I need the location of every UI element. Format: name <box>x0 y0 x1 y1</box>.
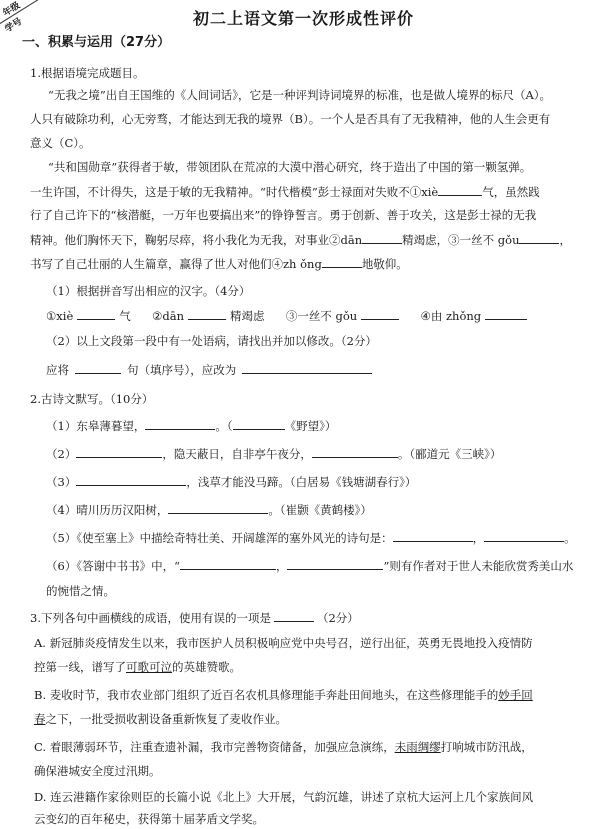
q3-option-a-line2 <box>34 660 241 674</box>
q2-l4-text: （4）晴川历历汉阳树， <box>46 503 169 517</box>
q2-l4-tail: 。（崔颢《黄鹤楼》） <box>268 503 372 517</box>
fill1-tail: 气 <box>119 309 131 323</box>
q2-l1-mid: 。（ <box>215 419 233 433</box>
q2-l5-blank1[interactable] <box>393 530 473 542</box>
q1-para2-line1: “共和国勋章”获得者于敏，带领团队在荒凉的大漠中潜心研究，终于造出了中国的第一颗氢弹。 <box>48 160 532 174</box>
q2-heading: 2.古诗文默写。（10分） <box>30 392 154 406</box>
q2-l5-tail: 。 <box>564 531 576 545</box>
q2-l6-tail: ”则有作者对于世人未能欣赏秀美山水 <box>383 559 574 573</box>
q2-line6-cont: 的惋惜之情。 <box>46 584 115 598</box>
q1-para2-line4-tail: ， <box>559 233 571 247</box>
q3-c-idiom: 未雨绸缪 <box>394 740 441 754</box>
q3-a2-tail: 的英雄赞歌。 <box>172 660 241 674</box>
q2-l2-blank1[interactable] <box>76 446 162 458</box>
fill2-label: ②dān <box>152 309 185 323</box>
answer-blank-fix[interactable] <box>242 362 372 374</box>
q2-l2-text: （2） <box>46 447 77 461</box>
q3-option-d-line2: 云变幻的百年秘史，获得第十届茅盾文学奖。 <box>34 812 264 826</box>
q3-b2-tail: 之下，一批受损收割设备重新恢复了麦收作业。 <box>45 712 287 726</box>
q3-b-idiom-part2: 春 <box>34 712 46 726</box>
q3-option-b-line1 <box>34 688 533 702</box>
q3-heading-score: （2分） <box>316 611 359 625</box>
q3-b1-text: B. 麦收时节，我市农业部门组织了近百名农机具修理能手奔赴田间地头，在这些修理能手的 <box>34 688 499 702</box>
q3-option-a-line1: A. 新冠肺炎疫情发生以来，我市医护人员积极响应党中央号召，逆行出征，英勇无畏地投入疫情防 <box>34 636 533 650</box>
q2-l6-text: （6）《答谢中书书》中，“ <box>46 559 180 573</box>
corner-label-id: 学号 <box>3 16 25 35</box>
q2-l1-tail: 《野望》） <box>284 419 337 433</box>
q2-l2-tail: 。（郦道元《三峡》） <box>397 447 502 461</box>
q3-option-b-line2 <box>34 712 287 726</box>
q3-heading <box>30 610 359 625</box>
q2-l5-blank2[interactable] <box>484 530 564 542</box>
page-title: 初二上语文第一次形成性评价 <box>192 9 414 28</box>
q2-l2-blank2[interactable] <box>312 446 398 458</box>
q1-para2-line3: 行了自己许下的“核潜艇，一万年也要搞出来”的铮铮誓言。勇于创新、善于攻关，这是彭士禄的无我 <box>30 208 537 222</box>
q3-option-d-line1: D. 连云港籍作家徐则臣的长篇小说《北上》大开展，气韵沉雄，讲述了京杭大运河上几个家族间风 <box>34 790 534 804</box>
q2-l1-blank[interactable] <box>145 418 215 430</box>
q3-option-c-line2: 确保港城安全度过汛期。 <box>34 764 161 778</box>
q2-l6-blank2[interactable] <box>287 558 383 570</box>
q1-sub1: （1）根据拼音写出相应的汉字。（4分） <box>46 284 251 298</box>
q3-a-idiom: 可歌可泣 <box>126 660 172 674</box>
blank-dan[interactable] <box>362 232 402 244</box>
fill1-blank[interactable] <box>77 308 115 320</box>
q2-line2 <box>46 446 501 461</box>
blank-gou[interactable] <box>519 232 559 244</box>
q1-para2-line5-tail: 地敬仰。 <box>361 257 408 271</box>
fill4-blank[interactable] <box>485 308 527 320</box>
q1-para2-line4-text: 精神。他们胸怀天下，鞠躬尽瘁，将小我化为无我，对事业②dān <box>30 233 363 247</box>
q1-para2-line2-text: 一生许国，不计得失，这是于敏的无我精神。“时代楷模”彭士禄面对失败不①xiè <box>30 185 439 199</box>
q2-l4-blank[interactable] <box>168 502 268 514</box>
q2-line4 <box>46 502 372 517</box>
q2-l5-mid: ， <box>472 531 485 545</box>
q3-answer-blank[interactable] <box>274 610 314 622</box>
q1-para2-line5 <box>30 256 408 271</box>
q1-para1-line1: “无我之境”出自王国维的《人间词话》，它是一种评判诗词境界的标准，也是做人境界的标尺（A）。 <box>48 88 552 102</box>
fill2-tail: 精竭虑 <box>230 309 265 323</box>
q2-l3-blank[interactable] <box>76 474 186 486</box>
q3-a2-text: 控第一线，谱写了 <box>34 660 126 674</box>
q1-para2-line2 <box>30 184 540 199</box>
q1-answer-row <box>46 362 372 377</box>
q3-option-c-line1 <box>34 740 533 754</box>
q2-l3-text: （3） <box>46 475 77 489</box>
q3-heading-text: 3.下列各句中画横线的成语，使用有误的一项是 <box>30 611 271 625</box>
blank-zhong[interactable] <box>322 256 362 268</box>
q2-l1-text: （1）东皋薄暮望， <box>46 419 146 433</box>
q1-para2-line2-tail: 气，虽然践 <box>482 185 540 199</box>
q2-l3-tail: ，浅草才能没马蹄。（白居易《钱塘湖春行》） <box>186 475 417 489</box>
q1-sub2: （2）以上文段第一段中有一处语病，请找出并加以修改。（2分） <box>46 334 377 348</box>
answer-blank-sentence[interactable] <box>75 362 121 374</box>
q2-line5 <box>46 530 576 545</box>
fill3-blank[interactable] <box>361 308 399 320</box>
q3-c1-text: C. 着眼薄弱环节，注重查遗补漏，我市完善物资储备，加强应急演练， <box>34 740 395 754</box>
q1-para1-line2: 人只有破除功利，心无旁骛，才能达到无我的境界（B）。一个人是否具有了无我精神，他的人生会更有 <box>30 112 551 126</box>
q2-l6-blank1[interactable] <box>180 558 276 570</box>
answer-label-b: 句（填序号），应改为 <box>127 363 237 377</box>
q2-line6 <box>46 558 573 573</box>
corner-label-grade: 年级 <box>1 0 23 19</box>
q2-l6-mid: ， <box>275 559 288 573</box>
fill1-label: ①xiè <box>46 309 74 323</box>
section-heading: 一、积累与运用（27分） <box>22 35 171 50</box>
fill4-label: ④由 zhǒng <box>420 309 482 323</box>
q1-para2-line4 <box>30 232 571 247</box>
q2-l2-mid: ，隐天蔽日，自非亭午夜分， <box>162 447 312 461</box>
q3-b-idiom-part1: 妙手回 <box>498 688 533 702</box>
q3-c1-tail: 打响城市防汛战， <box>440 740 533 754</box>
q1-heading: 1.根据语境完成题目。 <box>30 66 145 80</box>
fill2-blank[interactable] <box>188 308 226 320</box>
q2-l5-text: （5）《使至塞上》中描绘奇特壮美、开阔雄浑的塞外风光的诗句是： <box>46 531 393 545</box>
q2-line1 <box>46 418 336 433</box>
fill3-label: ③一丝不 gǒu <box>285 309 358 323</box>
q2-l1-author-blank[interactable] <box>233 418 285 430</box>
q1-fill-row <box>46 308 531 323</box>
q2-line3 <box>46 474 416 489</box>
answer-label-a: 应将 <box>46 363 69 377</box>
blank-xie[interactable] <box>438 184 482 196</box>
q1-para1-line3: 意义（C）。 <box>30 136 91 150</box>
q1-para2-line5-text: 书写了自己壮丽的人生篇章，赢得了世人对他们④zh ǒng <box>30 257 322 271</box>
q1-para2-line4-mid: 精竭虑，③一丝不 gǒu <box>402 233 520 247</box>
